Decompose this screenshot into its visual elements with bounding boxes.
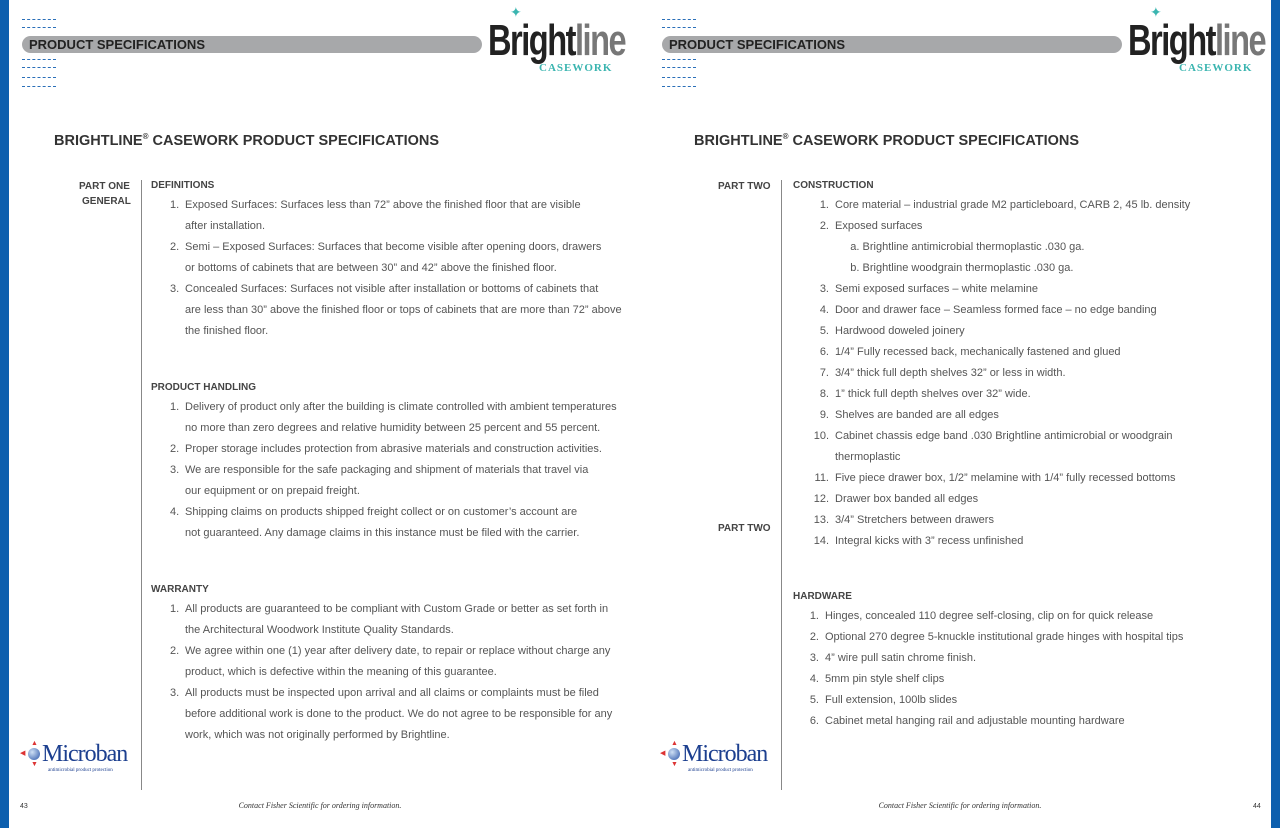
item-text: 1” thick full depth shelves over 32” wide.	[835, 388, 1031, 400]
list-item	[805, 468, 1190, 489]
logo-bright: Bright	[488, 16, 575, 65]
list-item	[805, 405, 1190, 426]
list-item	[170, 439, 617, 460]
list-item	[805, 300, 1190, 321]
item-text: Cabinet metal hanging rail and adjustable mounting hardware	[825, 715, 1125, 727]
spec-list	[170, 195, 622, 342]
item-number: 12.	[813, 493, 829, 505]
part-label: PART ONE	[79, 181, 130, 192]
part-label-secondary: GENERAL	[82, 196, 131, 207]
list-item	[170, 216, 622, 237]
item-number: 6.	[809, 715, 819, 727]
list-item	[798, 606, 1183, 627]
item-text: Drawer box banded all edges	[835, 493, 979, 505]
brightline-logo	[488, 0, 626, 76]
list-item	[805, 489, 1190, 510]
item-text: 4” wire pull satin chrome finish.	[825, 652, 977, 664]
logo-line: line	[1214, 16, 1266, 65]
item-number: 2.	[819, 220, 829, 232]
item-number: 9.	[819, 409, 829, 421]
decorative-dash	[662, 77, 696, 78]
item-number: 2.	[170, 443, 180, 455]
list-item	[805, 447, 1190, 468]
microban-name: Microban	[682, 741, 768, 767]
item-number	[170, 725, 185, 746]
microban-logo	[660, 740, 784, 774]
item-text: Exposed surfaces	[835, 220, 923, 232]
item-number: 2.	[170, 241, 180, 253]
list-item	[170, 258, 622, 279]
decorative-dash	[662, 27, 696, 28]
list-item	[170, 481, 617, 502]
item-text: 3/4” thick full depth shelves 32” or less in width.	[835, 367, 1066, 379]
item-number: 3.	[819, 283, 829, 295]
microban-tagline: antimicrobial product protection	[688, 768, 753, 773]
arrow-up-icon: ▲	[671, 740, 678, 747]
section-heading: PRODUCT HANDLING	[151, 382, 256, 393]
section-heading: CONSTRUCTION	[793, 180, 874, 191]
item-number: 1.	[170, 199, 180, 211]
list-item	[805, 195, 1190, 216]
item-text: not guaranteed. Any damage claims in this instance must be filed with the carrier.	[185, 527, 580, 539]
item-text: work, which was not originally performed by Brightline.	[185, 729, 450, 741]
footer-note: Contact Fisher Scientific for ordering information.	[238, 801, 402, 810]
list-item	[170, 662, 612, 683]
item-number: 3.	[170, 464, 180, 476]
list-item	[798, 648, 1183, 669]
list-item	[805, 510, 1190, 531]
logo-bright: Bright	[1128, 16, 1215, 65]
list-item	[170, 195, 622, 216]
item-number	[170, 300, 185, 321]
item-number	[170, 216, 185, 237]
decorative-dash	[22, 86, 56, 87]
item-text: Shelves are banded are all edges	[835, 409, 999, 421]
item-number: 4.	[819, 304, 829, 316]
item-number: 3.	[170, 283, 180, 295]
item-number	[805, 237, 835, 258]
logo-casework: CASEWORK	[539, 62, 613, 74]
decorative-dash	[22, 59, 56, 60]
arrow-up-icon: ▲	[31, 740, 38, 747]
list-item	[805, 531, 1190, 552]
item-text: product, which is defective within the meaning of this guarantee.	[185, 666, 497, 678]
divider-line	[781, 180, 782, 790]
item-text: 3/4” Stretchers between drawers	[835, 514, 994, 526]
logo-line: line	[574, 16, 626, 65]
arrow-left-icon: ◀	[660, 750, 666, 757]
item-number	[170, 321, 185, 342]
item-number	[805, 447, 835, 468]
list-item	[805, 321, 1190, 342]
item-text: Optional 270 degree 5-knuckle institutional grade hinges with hospital tips	[825, 631, 1184, 643]
item-text: We agree within one (1) year after delivery date, to repair or replace without charge any	[185, 645, 611, 657]
list-item	[170, 300, 622, 321]
item-number	[170, 620, 185, 641]
item-text: our equipment or on prepaid freight.	[185, 485, 360, 497]
decorative-dash	[662, 86, 696, 87]
page-title: BRIGHTLINE® CASEWORK PRODUCT SPECIFICATIONS	[54, 132, 440, 149]
item-number: 10.	[813, 430, 829, 442]
item-text: Cabinet chassis edge band .030 Brightline antimicrobial or woodgrain	[835, 430, 1173, 442]
list-item	[805, 216, 1190, 237]
item-text: 5mm pin style shelf clips	[825, 673, 945, 685]
item-text: b. Brightline woodgrain thermoplastic .030 ga.	[835, 262, 1074, 274]
arrow-down-icon: ▼	[671, 761, 678, 768]
decorative-dash	[22, 27, 56, 28]
item-text: All products must be inspected upon arrival and all claims or complaints must be filed	[185, 687, 599, 699]
list-item	[170, 279, 622, 300]
item-number: 2.	[809, 631, 819, 643]
item-text: Shipping claims on products shipped freight collect or on customer’s account are	[185, 506, 578, 518]
item-number: 1.	[809, 610, 819, 622]
sparkle-icon: ✦	[510, 4, 522, 20]
item-text: or bottoms of cabinets that are between 30” and 42” above the finished floor.	[185, 262, 557, 274]
item-text: Proper storage includes protection from abrasive materials and construction activities.	[185, 443, 602, 455]
list-item	[170, 321, 622, 342]
item-number: 8.	[819, 388, 829, 400]
item-number	[170, 258, 185, 279]
list-item	[805, 426, 1190, 447]
decorative-dash	[662, 67, 696, 68]
item-number: 6.	[819, 346, 829, 358]
section-heading: HARDWARE	[793, 591, 852, 602]
microban-tagline: antimicrobial product protection	[48, 768, 113, 773]
header-bar: PRODUCT SPECIFICATIONS	[662, 36, 1122, 53]
spec-list	[805, 195, 1190, 552]
item-text: Full extension, 100lb slides	[825, 694, 958, 706]
item-number: 4.	[170, 506, 180, 518]
list-item	[170, 599, 612, 620]
list-item	[170, 704, 612, 725]
item-number: 1.	[170, 401, 180, 413]
brightline-logo	[1128, 0, 1266, 76]
item-number: 1.	[170, 603, 180, 615]
item-text: Hinges, concealed 110 degree self-closing, clip on for quick release	[825, 610, 1154, 622]
item-text: Semi exposed surfaces – white melamine	[835, 283, 1038, 295]
item-number: 5.	[809, 694, 819, 706]
list-item	[805, 342, 1190, 363]
page-title: BRIGHTLINE® CASEWORK PRODUCT SPECIFICATIONS	[694, 132, 1080, 149]
list-item	[170, 418, 617, 439]
logo-casework: CASEWORK	[1179, 62, 1253, 74]
divider-line	[141, 180, 142, 790]
list-item	[805, 363, 1190, 384]
item-text: the Architectural Woodwork Institute Quality Standards.	[185, 624, 454, 636]
arrow-down-icon: ▼	[31, 761, 38, 768]
decorative-dash	[662, 19, 696, 20]
decorative-dash	[22, 67, 56, 68]
section-heading: DEFINITIONS	[151, 180, 215, 191]
item-number: 3.	[809, 652, 819, 664]
list-item	[798, 669, 1183, 690]
spec-list	[798, 606, 1183, 732]
item-text: Hardwood doweled joinery	[835, 325, 965, 337]
page-44	[640, 0, 1280, 828]
item-text: no more than zero degrees and relative humidity between 25 percent and 55 percent.	[185, 422, 601, 434]
list-item	[798, 711, 1183, 732]
list-item	[170, 502, 617, 523]
item-text: the finished floor.	[185, 325, 269, 337]
item-number: 3.	[170, 687, 180, 699]
list-item	[170, 523, 617, 544]
item-text: Semi – Exposed Surfaces: Surfaces that become visible after opening doors, drawers	[185, 241, 602, 253]
item-number: 11.	[814, 472, 829, 484]
item-number	[170, 704, 185, 725]
globe-icon	[668, 748, 680, 760]
list-item	[170, 725, 612, 746]
item-number	[170, 662, 185, 683]
list-item	[805, 258, 1190, 279]
section-heading: WARRANTY	[151, 584, 209, 595]
item-number: 4.	[809, 673, 819, 685]
list-item	[805, 279, 1190, 300]
item-number	[805, 258, 835, 279]
item-text: Delivery of product only after the building is climate controlled with ambient temperatures	[185, 401, 617, 413]
arrow-left-icon: ◀	[20, 750, 26, 757]
item-number: 5.	[819, 325, 829, 337]
list-item	[798, 627, 1183, 648]
list-item	[805, 237, 1190, 258]
page-number: 43	[20, 803, 28, 810]
list-item	[170, 397, 617, 418]
part-label: PART TWO	[718, 181, 771, 192]
item-number	[170, 481, 185, 502]
item-number: 2.	[170, 645, 180, 657]
item-text: Core material – industrial grade M2 particleboard, CARB 2, 45 lb. density	[835, 199, 1191, 211]
decorative-dash	[22, 19, 56, 20]
microban-logo	[20, 740, 144, 774]
sparkle-icon: ✦	[1150, 4, 1162, 20]
item-text: are less than 30” above the finished floor or tops of cabinets that are more than 72” above	[185, 304, 622, 316]
list-item	[170, 460, 617, 481]
list-item	[805, 384, 1190, 405]
item-text: We are responsible for the safe packaging and shipment of materials that travel via	[185, 464, 589, 476]
item-text: after installation.	[185, 220, 266, 232]
item-text: before additional work is done to the product. We do not agree to be responsible for any	[185, 708, 613, 720]
list-item	[798, 690, 1183, 711]
item-text: Exposed Surfaces: Surfaces less than 72” above the finished floor that are visible	[185, 199, 581, 211]
item-text: Concealed Surfaces: Surfaces not visible after installation or bottoms of cabinets that	[185, 283, 599, 295]
footer-note: Contact Fisher Scientific for ordering information.	[878, 801, 1042, 810]
list-item	[170, 620, 612, 641]
list-item	[170, 683, 612, 704]
item-number	[170, 523, 185, 544]
item-number	[170, 418, 185, 439]
spec-list	[170, 599, 612, 746]
list-item	[170, 641, 612, 662]
part-label-secondary: PART TWO	[718, 523, 771, 534]
decorative-dash	[22, 77, 56, 78]
item-text: thermoplastic	[835, 451, 901, 463]
globe-icon	[28, 748, 40, 760]
microban-name: Microban	[42, 741, 128, 767]
item-text: All products are guaranteed to be compliant with Custom Grade or better as set forth in	[185, 603, 609, 615]
item-text: Integral kicks with 3” recess unfinished	[835, 535, 1024, 547]
item-number: 7.	[819, 367, 829, 379]
page-number: 44	[1253, 803, 1261, 810]
item-text: a. Brightline antimicrobial thermoplastic .030 ga.	[835, 241, 1085, 253]
header-bar: PRODUCT SPECIFICATIONS	[22, 36, 482, 53]
item-number: 13.	[813, 514, 829, 526]
item-text: Five piece drawer box, 1/2” melamine with 1/4” fully recessed bottoms	[835, 472, 1176, 484]
spec-list	[170, 397, 617, 544]
decorative-dash	[662, 59, 696, 60]
list-item	[170, 237, 622, 258]
item-number: 14.	[813, 535, 829, 547]
item-number: 1.	[819, 199, 829, 211]
item-text: 1/4” Fully recessed back, mechanically fastened and glued	[835, 346, 1121, 358]
item-text: Door and drawer face – Seamless formed face – no edge banding	[835, 304, 1157, 316]
